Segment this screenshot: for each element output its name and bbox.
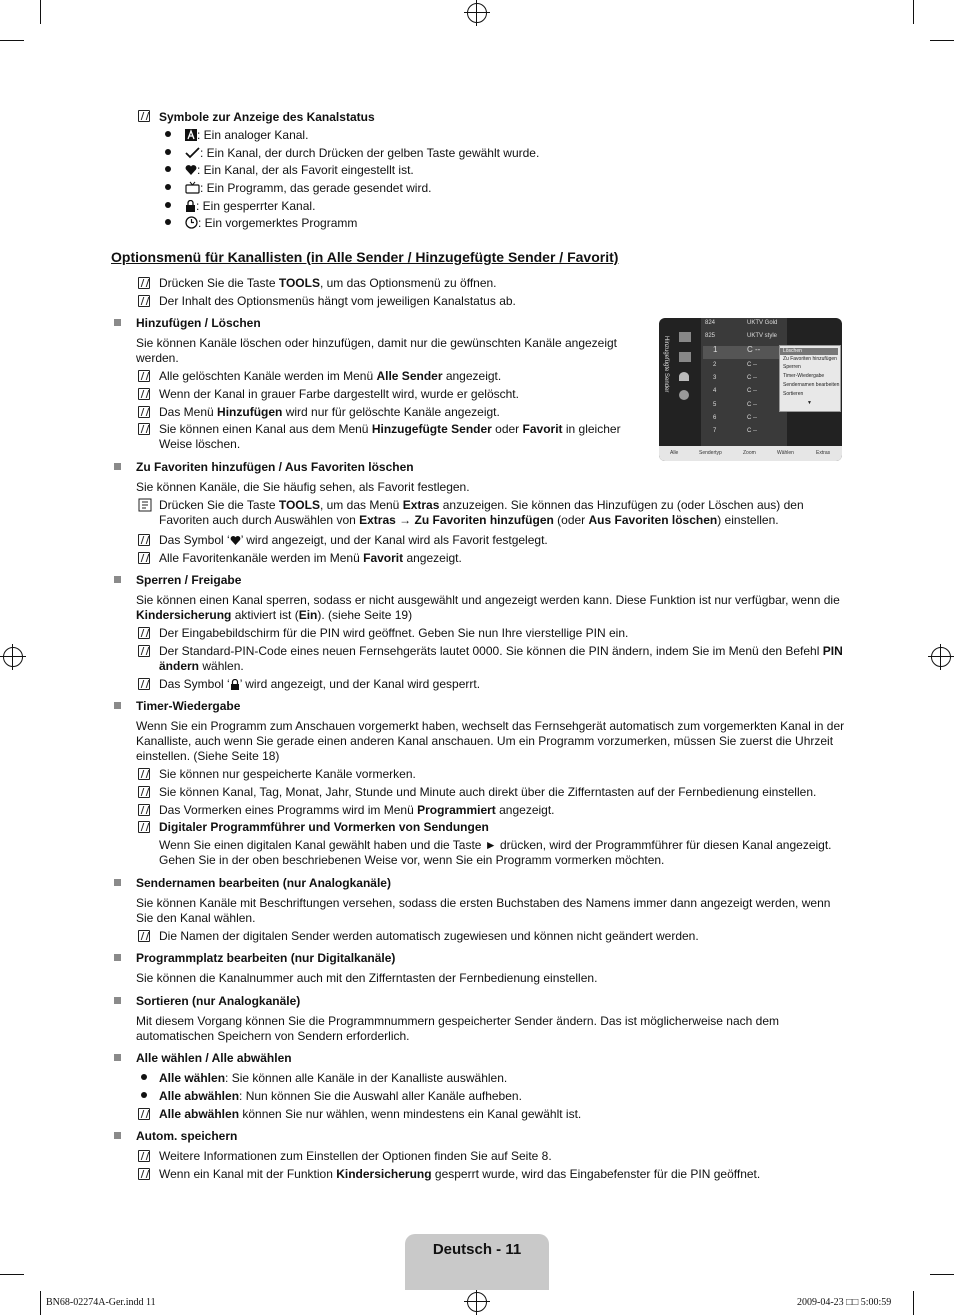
lock-icon (230, 679, 240, 690)
bullet-text: Alle abwählen: Nun können Sie die Auswahl aller Kanäle aufheben. (159, 1089, 522, 1103)
status-item: : Ein Kanal, der als Favorit eingestellt ist. (185, 163, 414, 177)
section-bullet (114, 576, 121, 583)
body-text: Sie können Kanäle, die Sie häufig sehen, als Favorit festlegen. (136, 480, 470, 494)
note-icon (138, 645, 150, 657)
status-item: : Ein gesperrter Kanal. (185, 199, 315, 213)
body-text: Sie können Kanäle löschen oder hinzufügen, damit nur die gewünschten Kanäle angezeigt werden. (136, 336, 618, 365)
body-text: Mit diesem Vorgang können Sie die Programmnummern gespeicherter Sender ändern. Das ist möglicherweise nach dem automatischen Speichern von Sendern erforderlich. (136, 1014, 779, 1043)
status-item: : Ein analoger Kanal. (185, 128, 308, 142)
crop-mark (930, 40, 954, 41)
note-icon (138, 1168, 150, 1180)
note-text: Sie können Kanal, Tag, Monat, Jahr, Stunde und Minute auch direkt über die Zifferntasten auf der Fernbedienung einstellen. (159, 785, 817, 799)
section-bullet (114, 463, 121, 470)
bullet (165, 166, 171, 172)
registration-mark-icon (931, 647, 951, 667)
section-bullet (114, 954, 121, 961)
tv-row-selected: 1 C -- (703, 346, 785, 359)
clock-icon (185, 216, 198, 229)
note-text: Alle abwählen können Sie nur wählen, wenn mindestens ein Kanal gewählt ist. (159, 1107, 582, 1121)
lock-icon (185, 200, 196, 212)
note-text: Das Menü Hinzufügen wird nur für gelöschte Kanäle angezeigt. (159, 405, 500, 419)
note-text: Sie können einen Kanal aus dem Menü Hinzugefügte Sender oder Favorit in gleicher Weise löschen. (159, 422, 621, 451)
note-text: Das Symbol ‘ ’ wird angezeigt, und der Kanal wird gesperrt. (159, 677, 481, 691)
note-icon (138, 930, 150, 942)
tv-bottom-bar: Alle Sendertyp Zoom Wählen Extras (659, 446, 842, 461)
section-bullet (114, 997, 121, 1004)
tv-row: 824 UKTV Gold (705, 320, 778, 326)
note-icon (138, 1150, 150, 1162)
body-text: Sie können die Kanalnummer auch mit den Zifferntasten der Fernbedienung einstellen. (136, 971, 598, 985)
section-bullet (114, 702, 121, 709)
note-text: Alle Favoritenkanäle werden im Menü Favorit angezeigt. (159, 551, 462, 565)
tv-options-menu (779, 345, 841, 412)
note-text: Sie können nur gespeicherte Kanäle vormerken. (159, 767, 416, 781)
bullet-text: Alle wählen: Sie können alle Kanäle in der Kanalliste auswählen. (159, 1071, 508, 1085)
note-icon (138, 552, 150, 564)
note-icon (138, 786, 150, 798)
subsection-title: Sortieren (nur Analogkanäle) (136, 994, 301, 1008)
note-icon (138, 370, 150, 382)
tv-menu-item: Zu Favoriten hinzufügen (783, 356, 837, 362)
note-text: Drücken Sie die Taste TOOLS, um das Menü Extras anzuzeigen. Sie können das Hinzufügen zu (oder Löschen aus) den Favoriten auch durch Auswählen von Extras → Zu Favoriten hinzufügen (oder Aus Favoriten löschen) einstellen. (159, 498, 804, 527)
heart-icon (230, 535, 241, 546)
bullet (141, 1092, 147, 1098)
tv-icon (185, 181, 200, 194)
crop-mark (913, 1291, 914, 1315)
note-text: Der Inhalt des Optionsmenüs hängt vom jeweiligen Kanalstatus ab. (159, 294, 516, 308)
note-text: Weitere Informationen zum Einstellen der Optionen finden Sie auf Seite 8. (159, 1149, 552, 1163)
crop-mark (40, 1291, 41, 1315)
note-text: Die Namen der digitalen Sender werden automatisch zugewiesen und können nicht geändert werden. (159, 929, 699, 943)
registration-mark-icon (467, 1292, 487, 1312)
bullet (165, 131, 171, 137)
tv-menu-item: Sperren (783, 364, 801, 370)
subsection-title: Alle wählen / Alle abwählen (136, 1051, 292, 1065)
bullet (141, 1074, 147, 1080)
subsection-title: Zu Favoriten hinzufügen / Aus Favoriten löschen (136, 460, 414, 474)
note-text: Wenn der Kanal in grauer Farbe dargestellt wird, wurde er gelöscht. (159, 387, 519, 401)
registration-mark-icon (3, 647, 23, 667)
tv-menu-item: Timer-Wiedergabe (783, 373, 825, 379)
status-item: : Ein Programm, das gerade gesendet wird. (185, 181, 431, 195)
note-icon (138, 534, 150, 546)
bullet (165, 202, 171, 208)
page-number-tab (405, 1234, 549, 1290)
crop-mark (913, 0, 914, 24)
section-bullet (114, 879, 121, 886)
tools-note-icon (138, 498, 152, 512)
tv-menu-item: Sortieren (783, 391, 804, 397)
section-bullet (114, 1132, 121, 1139)
note-text: Wenn ein Kanal mit der Funktion Kindersicherung gesperrt wurde, wird das Eingabefenster für die PIN geöffnet. (159, 1167, 761, 1181)
tv-side-label: Hinzugefügte Sender (663, 336, 669, 393)
subsection-title: Autom. speichern (136, 1129, 238, 1143)
note-icon (138, 423, 150, 435)
note-icon (138, 295, 150, 307)
section-bullet (114, 1054, 121, 1061)
tv-menu-item: Löschen (780, 348, 838, 355)
note-text: Das Symbol ‘ ’ wird angezeigt, und der Kanal wird als Favorit festgelegt. (159, 533, 548, 547)
status-symbols-title: Symbole zur Anzeige des Kanalstatus (159, 110, 375, 124)
tv-menu-item: ▼ (807, 400, 812, 406)
body-text: Sie können einen Kanal sperren, sodass er nicht ausgewählt und angezeigt werden kann. Diese Funktion ist nur verfügbar, wenn die Kindersicherung aktiviert ist (Ein). (siehe Seite 19) (136, 593, 840, 622)
heart-icon (185, 164, 197, 176)
note-icon (138, 1108, 150, 1120)
channel-list-screenshot (659, 318, 842, 461)
status-item: : Ein Kanal, der durch Drücken der gelben Taste gewählt wurde. (185, 146, 539, 160)
subsection-title: Timer-Wiedergabe (136, 699, 241, 713)
body-text: Wenn Sie einen digitalen Kanal gewählt haben und die Taste ► drücken, wird der Programmführer für diesen Kanal angezeigt. Gehen Sie in der oben beschriebenen Weise vor, wenn Sie ein Programm vormerken möchten. (159, 838, 832, 867)
note-text: Alle gelöschten Kanäle werden im Menü Alle Sender angezeigt. (159, 369, 502, 383)
footer-date: 2009-04-23 □□ 5:00:59 (797, 1297, 892, 1308)
tv-row: 825 UKTV style (705, 333, 778, 339)
section-bullet (114, 319, 121, 326)
bullet (165, 219, 171, 225)
note-icon (138, 277, 150, 289)
status-item: : Ein vorgemerktes Programm (185, 216, 357, 230)
footer-file: BN68-02274A-Ger.indd 11 (46, 1297, 156, 1308)
tv-menu-item: Sendernamen bearbeiten (783, 382, 840, 388)
note-text: Das Vormerken eines Programms wird im Menü Programmiert angezeigt. (159, 803, 555, 817)
tv-row: 4 C -- (713, 388, 757, 394)
tv-row: 5 C -- (713, 402, 757, 408)
bullet (165, 184, 171, 190)
page-number: Deutsch - 11 (432, 1241, 522, 1258)
note-text: Der Standard-PIN-Code eines neuen Fernsehgeräts lautet 0000. Sie können die PIN ändern, indem Sie im Menü den Befehl PIN ändern wählen. (159, 644, 843, 673)
note-icon (138, 406, 150, 418)
note-icon (138, 627, 150, 639)
note-icon (138, 768, 150, 780)
note-icon (138, 388, 150, 400)
subsection-title: Sendernamen bearbeiten (nur Analogkanäle) (136, 876, 391, 890)
crop-mark (40, 0, 41, 24)
body-text: Wenn Sie ein Programm zum Anschauen vorgemerkt haben, wechselt das Fernsehgerät automatisch zum vorgemerkten Kanal in der Kanalliste, auch wenn Sie gerade einen anderen Kanal anschauen. Um ein Programm vorzumerken, müssen Sie zuerst die Uhrzeit einstellen. (Siehe Seite 18) (136, 719, 845, 763)
note-text: Der Eingabebildschirm für die PIN wird geöffnet. Geben Sie nun Ihre vierstellige PIN ein. (159, 626, 629, 640)
note-icon (138, 821, 150, 833)
registration-mark-icon (467, 3, 487, 23)
subsection-title: Programmplatz bearbeiten (nur Digitalkanäle) (136, 951, 396, 965)
tv-row: 6 C -- (713, 415, 757, 421)
note-title: Digitaler Programmführer und Vormerken von Sendungen (159, 820, 489, 834)
crop-mark (0, 40, 24, 41)
note-text: Drücken Sie die Taste TOOLS, um das Optionsmenü zu öffnen. (159, 276, 497, 290)
crop-mark (0, 1274, 24, 1275)
analog-channel-icon (185, 129, 197, 141)
note-icon (138, 804, 150, 816)
tv-icons (675, 328, 695, 408)
section-heading: Optionsmenü für Kanallisten (in Alle Sender / Hinzugefügte Sender / Favorit) (111, 249, 619, 265)
subsection-title: Hinzufügen / Löschen (136, 316, 261, 330)
bullet (165, 149, 171, 155)
tv-row: 7 C -- (713, 428, 757, 434)
note-icon (138, 678, 150, 690)
body-text: Sie können Kanäle mit Beschriftungen versehen, sodass die ersten Buchstaben des Namens immer dann angezeigt werden, wenn Sie den Kanal wählen. (136, 896, 831, 925)
note-icon (138, 110, 150, 122)
checkmark-icon (185, 147, 200, 159)
subsection-title: Sperren / Freigabe (136, 573, 242, 587)
crop-mark (930, 1274, 954, 1275)
tv-row: 2 C -- (713, 362, 757, 368)
tv-row: 3 C -- (713, 375, 757, 381)
